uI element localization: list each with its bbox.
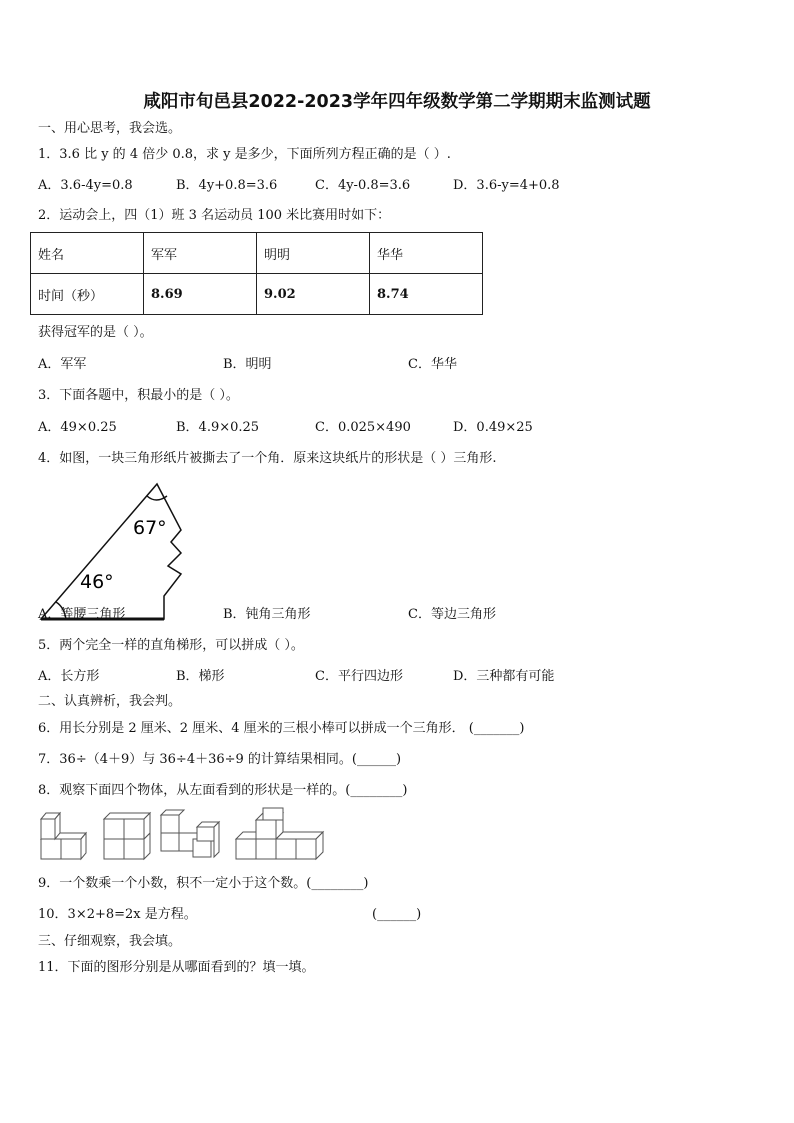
question-8: 8．观察下面四个物体，从左面看到的形状是一样的。(________) bbox=[38, 783, 408, 798]
table-header-cell: 明明 bbox=[257, 233, 370, 274]
q3-option-a[interactable]: A．49×0.25 bbox=[38, 420, 117, 435]
question-11: 11．下面的图形分别是从哪面看到的？填一填。 bbox=[38, 960, 315, 975]
section-heading-3: 三、仔细观察，我会填。 bbox=[38, 934, 182, 949]
table-row bbox=[31, 274, 483, 315]
q2-option-b[interactable]: B．明明 bbox=[223, 357, 272, 372]
q5-option-c[interactable]: C．平行四边形 bbox=[315, 669, 403, 684]
question-9: 9．一个数乘一个小数，积不一定小于这个数。(________) bbox=[38, 876, 369, 891]
question-7: 7．36÷（4＋9）与 36÷4＋36÷9 的计算结果相同。(______) bbox=[38, 752, 402, 767]
q5-option-d[interactable]: D．三种都有可能 bbox=[453, 669, 555, 684]
cube-solid-3 bbox=[161, 810, 219, 857]
page-title: 咸阳市旬邑县2022-2023学年四年级数学第二学期期末监测试题 bbox=[143, 92, 651, 112]
table-header-cell: 姓名 bbox=[31, 233, 144, 274]
question-4: 4．如图，一块三角形纸片被撕去了一个角．原来这块纸片的形状是（ ）三角形. bbox=[38, 451, 497, 466]
q4-option-a[interactable]: A．等腰三角形 bbox=[38, 607, 126, 622]
q3-option-b[interactable]: B．4.9×0.25 bbox=[176, 420, 260, 435]
q1-option-a[interactable]: A．3.6-4y=0.8 bbox=[38, 178, 133, 193]
q5-option-b[interactable]: B．梯形 bbox=[176, 669, 225, 684]
section-heading-2: 二、认真辨析，我会判。 bbox=[38, 694, 182, 709]
question-10: 10．3×2+8=2x 是方程。 bbox=[38, 907, 197, 922]
q3-option-d[interactable]: D．0.49×25 bbox=[453, 420, 533, 435]
table-header-cell: 华华 bbox=[370, 233, 483, 274]
q2-option-c[interactable]: C．华华 bbox=[408, 357, 457, 372]
q4-option-c[interactable]: C．等边三角形 bbox=[408, 607, 496, 622]
q1-option-d[interactable]: D．3.6-y=4+0.8 bbox=[453, 178, 560, 193]
angle-label-67: 67° bbox=[133, 517, 167, 539]
question-2: 2．运动会上，四（1）班 3 名运动员 100 米比赛用时如下： bbox=[38, 208, 391, 223]
q3-option-c[interactable]: C．0.025×490 bbox=[315, 420, 411, 435]
question-5: 5．两个完全一样的直角梯形，可以拼成（ ）。 bbox=[38, 638, 304, 653]
race-time-table bbox=[30, 232, 483, 315]
angle-label-46: 46° bbox=[80, 571, 114, 593]
question-2-prompt: 获得冠军的是（ ）。 bbox=[38, 325, 153, 340]
table-cell: 8.74 bbox=[370, 274, 483, 315]
cube-solid-4 bbox=[236, 808, 323, 859]
section-heading-1: 一、用心思考，我会选。 bbox=[38, 121, 182, 136]
table-cell: 9.02 bbox=[257, 274, 370, 315]
question-10-blank[interactable]: (______) bbox=[372, 907, 422, 922]
table-cell: 8.69 bbox=[144, 274, 257, 315]
table-header-cell: 军军 bbox=[144, 233, 257, 274]
q1-option-b[interactable]: B．4y+0.8=3.6 bbox=[176, 178, 278, 193]
table-row-label: 时间（秒） bbox=[31, 274, 144, 315]
cube-solid-1 bbox=[41, 813, 86, 859]
torn-triangle-figure bbox=[38, 478, 198, 626]
cube-solids-figure bbox=[38, 806, 328, 866]
table-row bbox=[31, 233, 483, 274]
question-6: 6．用长分别是 2 厘米、2 厘米、4 厘米的三根小棒可以拼成一个三角形． (_______) bbox=[38, 721, 525, 736]
q1-option-c[interactable]: C．4y-0.8=3.6 bbox=[315, 178, 411, 193]
cube-solid-2 bbox=[104, 813, 150, 859]
question-1: 1．3.6 比 y 的 4 倍少 0.8，求 y 是多少，下面所列方程正确的是（ ）. bbox=[38, 147, 451, 162]
q5-option-a[interactable]: A．长方形 bbox=[38, 669, 100, 684]
question-3: 3．下面各题中，积最小的是（ ）。 bbox=[38, 388, 239, 403]
q4-option-b[interactable]: B．钝角三角形 bbox=[223, 607, 311, 622]
q2-option-a[interactable]: A．军军 bbox=[38, 357, 87, 372]
